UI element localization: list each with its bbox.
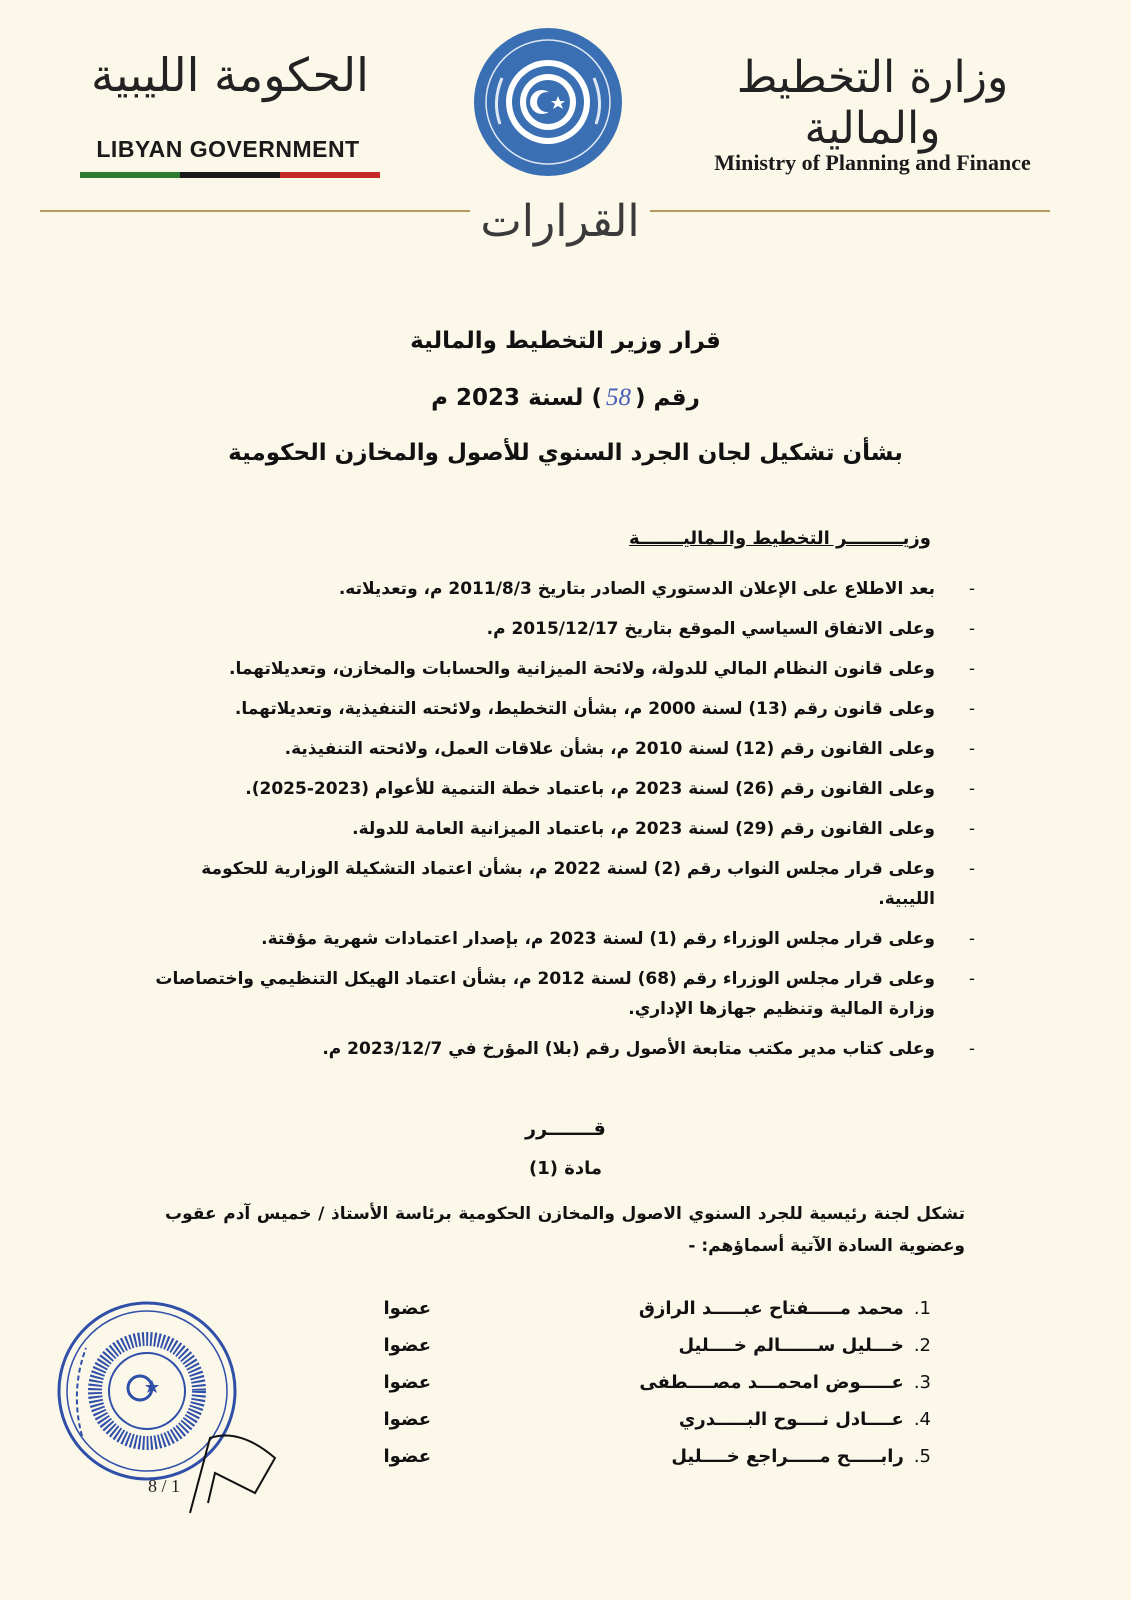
clause-text: وعلى قرار مجلس الوزراء رقم (1) لسنة 2023 م، بإصدار اعتمادات شهرية مؤقتة.	[261, 929, 935, 949]
member-entry	[639, 1298, 931, 1319]
clause-text: وعلى كتاب مدير مكتب متابعة الأصول رقم (بلا) المؤرخ في 2023/12/7 م.	[322, 1039, 935, 1059]
member-role: عضوا	[383, 1446, 431, 1467]
member-number: 5.	[913, 1446, 931, 1467]
clause-item	[155, 574, 975, 604]
clause-dash: -	[968, 929, 975, 949]
member-number: 2.	[913, 1335, 931, 1356]
decision-number-line	[0, 384, 1131, 412]
clause-text: وعلى القانون رقم (12) لسنة 2010 م، بشأن علاقات العمل، ولائحته التنفيذية.	[284, 739, 935, 759]
clause-text: وعلى الاتفاق السياسي الموقع بتاريخ 2015/12/17 م.	[486, 619, 935, 639]
member-role: عضوا	[383, 1372, 431, 1393]
member-entry	[679, 1409, 931, 1430]
clause-dash: -	[968, 619, 975, 639]
member-entry	[639, 1372, 931, 1393]
member-entry	[678, 1335, 931, 1356]
member-number: 1.	[913, 1298, 931, 1319]
clause-dash: -	[968, 699, 975, 719]
clause-item	[155, 924, 975, 954]
clause-item	[155, 774, 975, 804]
clause-item	[155, 654, 975, 684]
page-number: 8 / 1	[148, 1476, 181, 1496]
gov-name-en: LIBYAN GOVERNMENT	[96, 136, 360, 162]
member-row	[351, 1409, 931, 1446]
member-name: رابـــــح مـــــراجع خــــليل	[671, 1446, 904, 1467]
clause-dash: -	[968, 779, 975, 799]
clause-text: وعلى قرار مجلس النواب رقم (2) لسنة 2022 م، بشأن اعتماد التشكيلة الوزارية للحكومة الليبية.	[201, 859, 935, 909]
ministry-emblem-icon	[470, 24, 626, 180]
clause-item	[155, 964, 975, 1024]
members-list	[351, 1298, 931, 1483]
clause-dash: -	[968, 659, 975, 679]
minister-heading: وزيـــــــــر التخطيط والـماليـــــــة	[628, 528, 931, 549]
clause-dash: -	[968, 859, 975, 879]
clause-text: وعلى قرار مجلس الوزراء رقم (68) لسنة 2012 م، بشأن اعتماد الهيكل التنظيمي واختصاصات وزارة المالية وتنظيم جهازها الإداري.	[155, 969, 935, 1019]
member-number: 4.	[913, 1409, 931, 1430]
header-divider-left	[40, 210, 470, 212]
decision-title: قرار وزير التخطيط والمالية	[410, 328, 721, 354]
clause-text: وعلى القانون رقم (26) لسنة 2023 م، باعتماد خطة التنمية للأعوام (2023-2025).	[245, 779, 935, 799]
flag-red-stripe	[280, 172, 380, 178]
clause-item	[155, 814, 975, 844]
member-name: خـــليل ســــــالم خــــليل	[678, 1335, 904, 1356]
decision-subject: بشأن تشكيل لجان الجرد السنوي للأصول والمخازن الحكومية	[228, 440, 903, 466]
clause-dash: -	[968, 819, 975, 839]
clause-text: وعلى القانون رقم (29) لسنة 2023 م، باعتماد الميزانية العامة للدولة.	[352, 819, 935, 839]
header-divider-right	[650, 210, 1050, 212]
decide-label: قـــــــرر	[525, 1118, 606, 1140]
article-body: تشكل لجنة رئيسية للجرد السنوي الاصول والمخازن الحكومية برئاسة الأستاذ / خميس آدم عقوب وعضوية السادة الآتية أسماؤهم: -	[165, 1204, 965, 1256]
member-row	[351, 1446, 931, 1483]
decision-number: 58	[605, 384, 631, 411]
clause-dash: -	[968, 969, 975, 989]
clause-text: وعلى قانون النظام المالي للدولة، ولائحة الميزانية والحسابات والمخازن، وتعديلاتهما.	[228, 659, 935, 679]
member-name: عــــادل نــــوح البـــــدري	[678, 1409, 904, 1430]
ministry-name-ar: وزارة التخطيط والمالية	[736, 52, 1009, 154]
member-name: محمد مـــــفتاح عبـــــد الرازق	[638, 1298, 904, 1319]
signature-mark-icon	[180, 1418, 300, 1518]
clause-item	[155, 694, 975, 724]
member-number: 3.	[913, 1372, 931, 1393]
decisions-label: القرارات	[480, 196, 640, 247]
article-heading: مادة (1)	[528, 1158, 603, 1179]
clause-item	[155, 734, 975, 764]
clause-item	[155, 614, 975, 644]
clause-text: وعلى قانون رقم (13) لسنة 2000 م، بشأن التخطيط، ولائحته التنفيذية، وتعديلاتهما.	[234, 699, 935, 719]
member-role: عضوا	[383, 1298, 431, 1319]
member-entry	[671, 1446, 931, 1467]
clause-item	[155, 854, 975, 914]
flag-black-stripe	[180, 172, 280, 178]
clause-dash: -	[968, 579, 975, 599]
decision-number-suffix: ) لسنة 2023 م	[431, 385, 602, 411]
ministry-name-en: Ministry of Planning and Finance	[714, 150, 1031, 175]
decision-number-prefix: رقم (	[634, 385, 700, 411]
member-row	[351, 1298, 931, 1335]
member-role: عضوا	[383, 1335, 431, 1356]
member-row	[351, 1335, 931, 1372]
clause-dash: -	[968, 739, 975, 759]
preamble-clauses	[155, 574, 975, 1074]
clause-item	[155, 1034, 975, 1064]
flag-bar	[80, 172, 380, 178]
clause-text: بعد الاطلاع على الإعلان الدستوري الصادر بتاريخ 2011/8/3 م، وتعديلاته.	[338, 579, 935, 599]
flag-green-stripe	[80, 172, 180, 178]
member-row	[351, 1372, 931, 1409]
clause-dash: -	[968, 1039, 975, 1059]
member-name: عـــــوض امحمـــد مصــــطفى	[639, 1372, 904, 1393]
member-role: عضوا	[383, 1409, 431, 1430]
gov-name-ar: الحكومة الليبية	[91, 48, 369, 102]
